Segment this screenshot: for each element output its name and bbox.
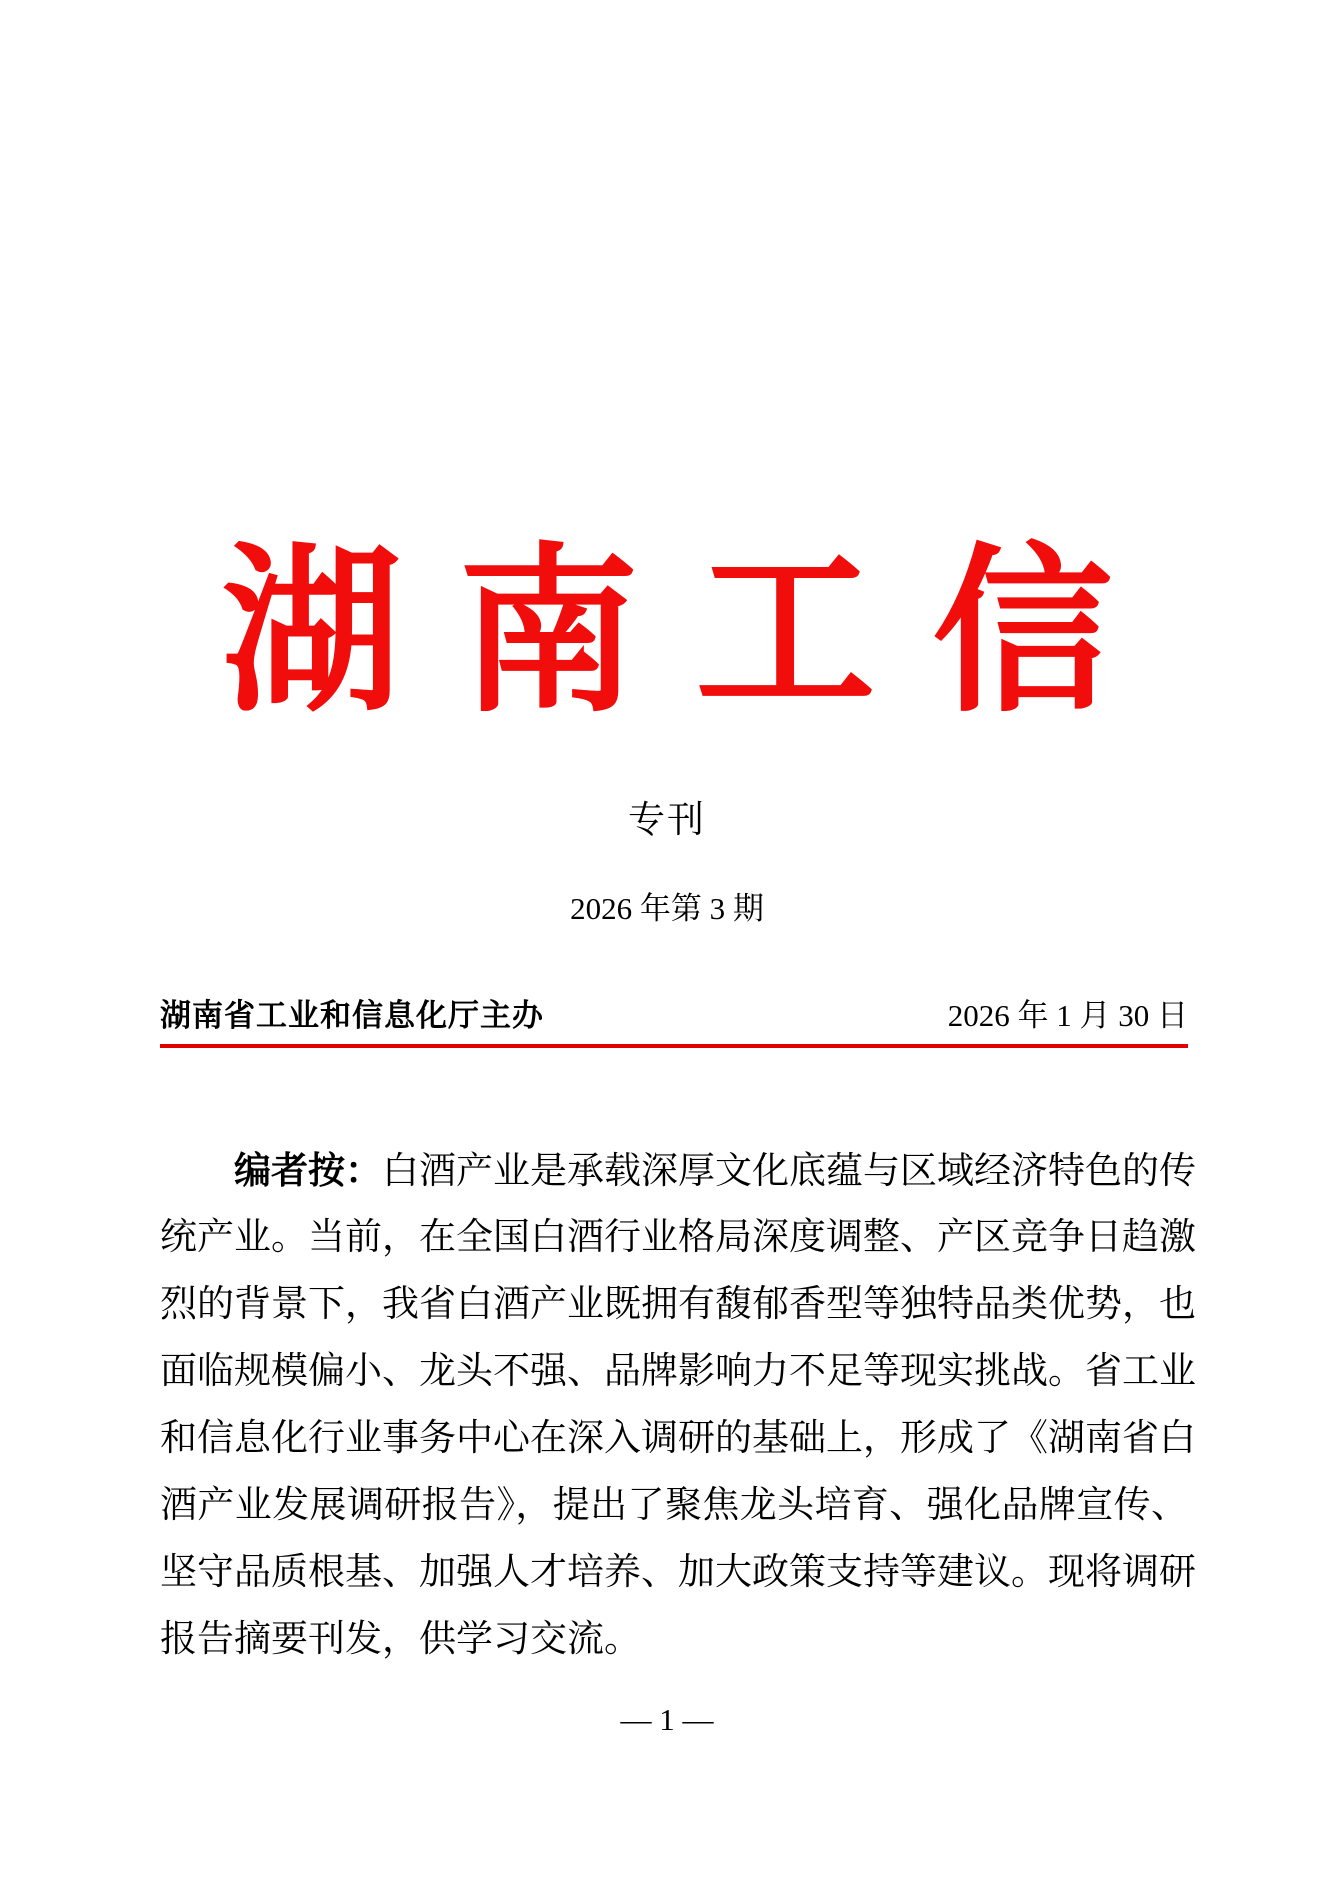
publication-info-row	[160, 997, 1188, 1035]
body-line	[160, 1137, 1196, 1204]
issue-type-label: 专刊	[628, 800, 706, 841]
issue-number: 2026 年第 3 期	[570, 891, 764, 926]
body-line-text: 白酒产业是承载深厚文化底蕴与区域经济特色的传	[382, 1151, 1196, 1192]
red-divider-rule	[160, 1044, 1188, 1048]
editor-note-label: 编者按：	[234, 1149, 382, 1192]
publish-date: 2026 年 1 月 30 日	[947, 998, 1188, 1033]
body-line: 面临规模偏小、龙头不强、品牌影响力不足等现实挑战。省工业	[160, 1351, 1196, 1392]
body-line: 烈的背景下，我省白酒产业既拥有馥郁香型等独特品类优势，也	[160, 1284, 1196, 1325]
body-line: 统产业。当前，在全国白酒行业格局深度调整、产区竞争日趋激	[160, 1217, 1196, 1258]
body-line: 报告摘要刊发，供学习交流。	[160, 1619, 641, 1660]
publisher-name: 湖南省工业和信息化厅主办	[160, 998, 544, 1033]
editor-note-paragraph	[160, 1137, 1196, 1673]
page-number: — 1 —	[620, 1702, 714, 1737]
body-line: 酒产业发展调研报告》，提出了聚焦龙头培育、强化品牌宣传、	[160, 1485, 1188, 1526]
body-line: 和信息化行业事务中心在深入调研的基础上，形成了《湖南省白	[160, 1418, 1196, 1459]
body-line: 坚守品质根基、加强人才培养、加大政策支持等建议。现将调研	[160, 1552, 1196, 1593]
masthead-title: 湖南工信	[221, 528, 1170, 737]
